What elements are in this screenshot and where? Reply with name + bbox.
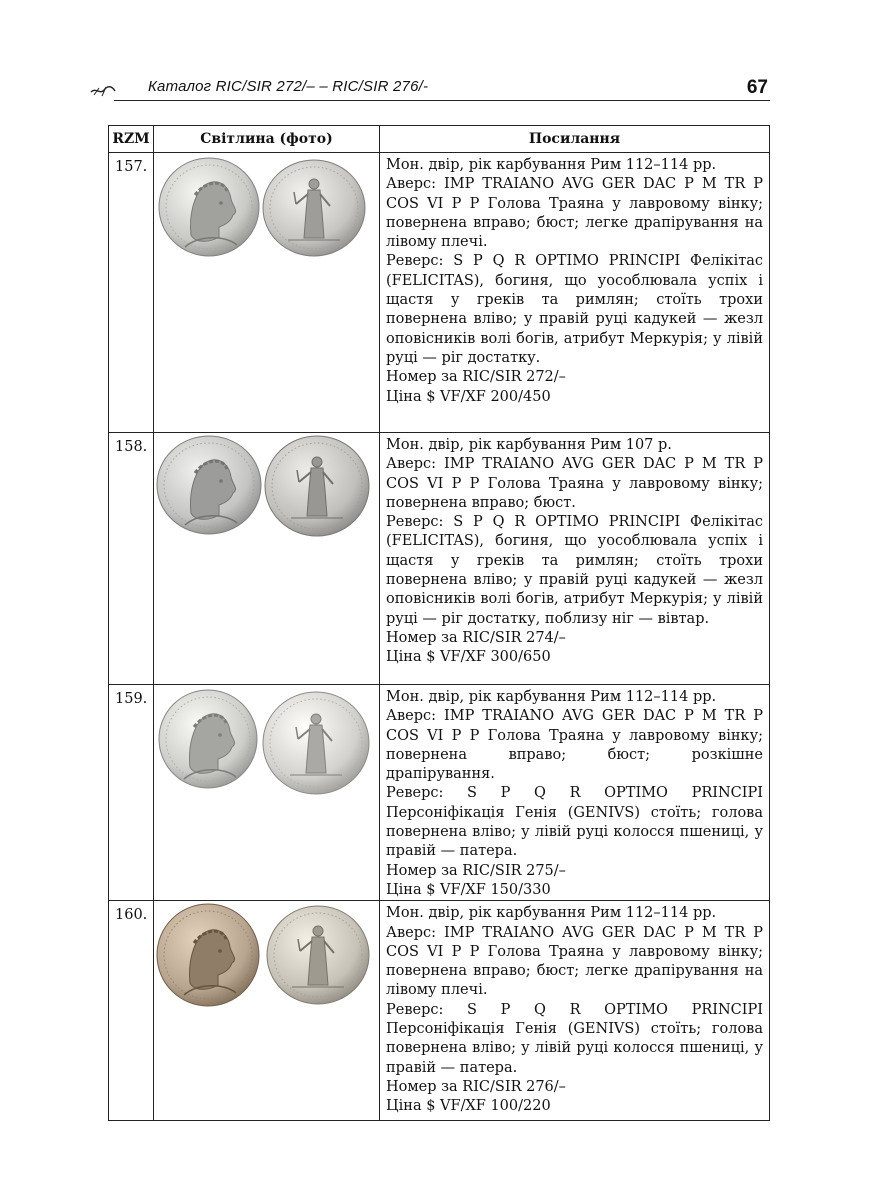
mint-line: Мон. двір, рік карбування Рим 112–114 рр. — [386, 689, 717, 705]
column-header-rzm: RZM — [109, 126, 154, 153]
reverse-coin-image — [262, 159, 366, 257]
reverse-description: Реверс: S P Q R OPTIMO PRINCIPI Фелікітас (FELICITAS), богиня, що уособлювала успіх і щастя у греків та римлян; стоїть трохи повернена вліво; у правій руці кадукей — жезл оповісників волі богів, атрибут Меркурія; у лівій руці — ріг достатку. — [386, 253, 763, 366]
ric-number: Номер за RIC/SIR 272/– — [386, 369, 566, 386]
obverse-description: Аверс: IMP TRAIANO AVG GER DAC P M TR P COS VI P P Голова Траяна у лавровому вінку; повернена вправо; бюст. — [386, 456, 763, 511]
column-header-references: Посилання — [380, 126, 770, 153]
ric-number: Номер за RIC/SIR 274/– — [386, 629, 566, 646]
page-number: 67 — [746, 77, 768, 98]
obverse-description: Аверс: IMP TRAIANO AVG GER DAC P M TR P COS VI P P Голова Траяна у лавровому вінку; повернена вправо; бюст; легке драпірування на лівому плечі. — [386, 176, 763, 251]
obverse-coin-image — [156, 903, 260, 1007]
mint-line: Мон. двір, рік карбування Рим 112–114 рр. — [386, 157, 717, 173]
mint-line: Мон. двір, рік карбування Рим 107 р. — [386, 437, 672, 453]
header-title: Каталог RIC/SIR 272/– – RIC/SIR 276/- — [148, 78, 429, 95]
price: Ціна $ VF/XF 200/450 — [386, 388, 551, 405]
reverse-coin-image — [266, 905, 370, 1005]
obverse-coin-image — [156, 435, 262, 535]
reference-cell — [380, 433, 770, 685]
catalog-number: 160. — [109, 901, 154, 1121]
reverse-description: Реверс: S P Q R OPTIMO PRINCIPI Фелікітас (FELICITAS), богиня, що уособлювала успіх і щастя у греків та римлян; стоїть трохи повернена вліво; у правій руці кадукей — жезл оповісників волі богів, атрибут Меркурія; у лівій руці — ріг достатку, поблизу ніг — вівтар. — [386, 514, 763, 627]
reverse-coin-image — [262, 691, 370, 795]
reference-cell — [380, 153, 770, 433]
coin-pair — [154, 433, 379, 553]
reverse-description: Реверс: S P Q R OPTIMO PRINCIPI Персоніфікація Генія (GENIVS) стоїть; голова повернена вліво; у лівій руці колосся пшениці, у правій — патера. — [386, 785, 763, 860]
table-row — [109, 153, 770, 433]
coin-pair — [154, 901, 379, 1021]
obverse-coin-image — [158, 157, 260, 257]
reverse-description: Реверс: S P Q R OPTIMO PRINCIPI Персоніфікація Генія (GENIVS) стоїть; голова повернена вліво; у лівій руці колосся пшениці, у правій — патера. — [386, 1001, 763, 1076]
obverse-coin-image — [158, 689, 258, 789]
coin-photo-cell — [154, 433, 380, 685]
header-rule — [114, 100, 770, 101]
page-header — [90, 78, 770, 100]
obverse-description: Аверс: IMP TRAIANO AVG GER DAC P M TR P COS VI P P Голова Траяна у лавровому вінку; повернена вправо; бюст; розкішне драпірування. — [386, 708, 763, 783]
reference-cell — [380, 901, 770, 1121]
coin-pair — [154, 153, 379, 273]
table-row — [109, 433, 770, 685]
catalog-number: 159. — [109, 685, 154, 901]
quill-ornament-icon — [90, 83, 116, 99]
catalog-number: 158. — [109, 433, 154, 685]
table-header-row — [109, 126, 770, 153]
price: Ціна $ VF/XF 100/220 — [386, 1098, 551, 1115]
coin-pair — [154, 685, 379, 805]
catalog-table — [108, 125, 770, 1121]
price: Ціна $ VF/XF 300/650 — [386, 649, 551, 666]
catalog-number: 157. — [109, 153, 154, 433]
table-row — [109, 901, 770, 1121]
coin-photo-cell — [154, 685, 380, 901]
reference-cell — [380, 685, 770, 901]
reverse-coin-image — [264, 435, 370, 537]
ric-number: Номер за RIC/SIR 276/– — [386, 1078, 566, 1095]
column-header-photo: Світлина (фото) — [154, 126, 380, 153]
obverse-description: Аверс: IMP TRAIANO AVG GER DAC P M TR P COS VI P P Голова Траяна у лавровому вінку; повернена вправо; бюст; легке драпірування на лівому плечі. — [386, 924, 763, 999]
coin-photo-cell — [154, 901, 380, 1121]
coin-photo-cell — [154, 153, 380, 433]
ric-number: Номер за RIC/SIR 275/– — [386, 862, 566, 879]
mint-line: Мон. двір, рік карбування Рим 112–114 рр. — [386, 905, 717, 922]
table-row — [109, 685, 770, 901]
price: Ціна $ VF/XF 150/330 — [386, 881, 551, 898]
